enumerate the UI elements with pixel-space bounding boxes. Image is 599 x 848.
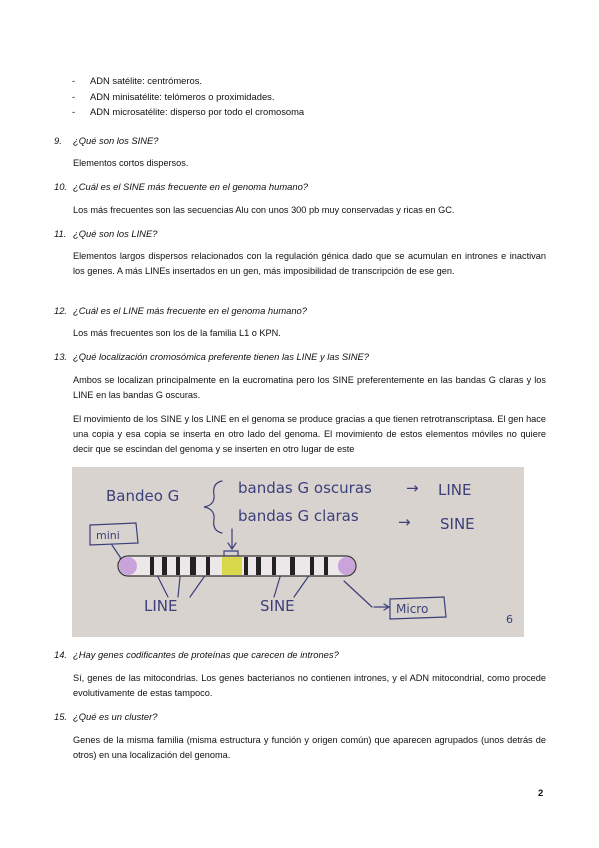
list-item: - ADN minisatélite: telómeros o proximidades.: [72, 90, 275, 102]
dna-types-list: [72, 73, 304, 120]
question-15: 15. ¿Qué es un cluster?: [54, 711, 158, 722]
question-11: 11. ¿Qué son los LINE?: [54, 228, 158, 239]
answer-15: Genes de la misma familia (misma estructura y función y origen común) que aparecen agrupados (unos detrás de otros) en una localización del genoma.: [73, 735, 546, 760]
sine-label: SINE: [260, 597, 295, 615]
answer-13a: Ambos se localizan principalmente en la eucromatina pero los SINE preferentemente en las bandas G claras y los LINE en las bandas G oscuras.: [73, 375, 546, 400]
figure-svg: [72, 467, 524, 637]
answer-13b: El movimiento de los SINE y los LINE en el genoma se produce gracias a que tienen retrotranscriptasa. El gen hace una copia y esa copia se inserta en otro lado del genoma. El movimiento de estos elementos móviles no quiere decir que se escindan del genoma y se inserten en otro lugar de este: [73, 414, 546, 454]
chromosome: [118, 556, 356, 576]
list-item: - ADN satélite: centrómeros.: [72, 75, 203, 86]
mini-label: mini: [96, 529, 120, 542]
dark-result-label: LINE: [438, 481, 472, 499]
micro-label: Micro: [396, 602, 429, 616]
question-12: 12. ¿Cuál es el LINE más frecuente en el genoma humano?: [54, 305, 307, 316]
light-bands-label: bandas G claras: [238, 507, 359, 525]
corner-label: 6: [506, 613, 513, 626]
answer-11: Elementos largos dispersos relacionados con la regulación génica dado que se acumulan en intrones e inactivan los genes. A más LINEs insertados en un gen, más imposibilidad de transcripción de ese gen.: [73, 251, 546, 276]
handwritten-chromosome-figure: [72, 467, 524, 637]
page-number: 2: [538, 788, 544, 799]
answer-14: Sí, genes de las mitocondrias. Los genes bacterianos no contienen intrones, y el ADN mitocondrial, como procede evolutivamente de estas tampoco.: [73, 673, 546, 698]
light-result-label: SINE: [440, 515, 475, 533]
question-14: 14. ¿Hay genes codificantes de proteínas que carecen de intrones?: [54, 649, 339, 660]
light-arrow: →: [398, 513, 411, 531]
question-13: 13. ¿Qué localización cromosómica preferente tienen las LINE y las SINE?: [54, 351, 369, 362]
question-9: 9. ¿Qué son los SINE?: [54, 135, 159, 146]
answer-12: Los más frecuentes son los de la familia L1 o KPN.: [73, 328, 281, 338]
dark-arrow: →: [406, 479, 419, 497]
line-label: LINE: [144, 597, 178, 615]
list-item: - ADN microsatélite: disperso por todo el cromosoma: [72, 106, 305, 117]
answer-9: Elementos cortos dispersos.: [73, 158, 189, 168]
dark-bands-label: bandas G oscuras: [238, 479, 372, 497]
question-10: 10. ¿Cuál es el SINE más frecuente en el genoma humano?: [54, 181, 309, 192]
answer-10: Los más frecuentes son las secuencias Alu con unos 300 pb muy conservadas y ricas en GC.: [73, 205, 455, 215]
bandeo-label: Bandeo G: [106, 487, 180, 505]
